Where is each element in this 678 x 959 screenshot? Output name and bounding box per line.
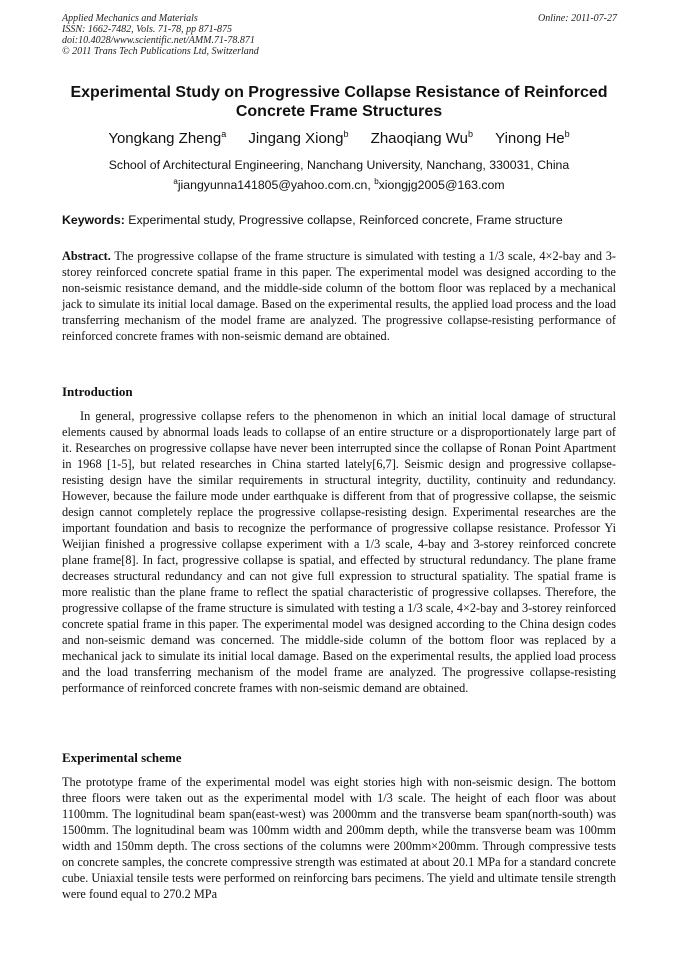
author <box>108 130 226 147</box>
author-affil-mark: a <box>221 129 227 139</box>
author-list <box>40 130 638 148</box>
author-affil-mark: b <box>564 129 570 139</box>
author <box>248 130 348 147</box>
section-heading-introduction: Introduction <box>62 384 133 399</box>
journal-issn: ISSN: 1662-7482, Vols. 71-78, pp 871-875 <box>62 24 232 35</box>
journal-doi: doi:10.4028/www.scientific.net/AMM.71-78.871 <box>62 35 255 46</box>
journal-header <box>62 13 617 57</box>
abstract-label: Abstract. <box>62 249 111 263</box>
author-affil-mark: b <box>467 129 473 139</box>
keywords-text: Experimental study, Progressive collapse, Reinforced concrete, Frame structure <box>124 213 563 227</box>
author-name: Jingang Xiong <box>248 130 344 147</box>
keywords-label: Keywords: <box>62 213 125 227</box>
email-b: xiongjg2005@163.com <box>378 178 505 192</box>
author-emails <box>40 178 638 192</box>
scheme-body: The prototype frame of the experimental model was eight stories high with non-seismic design. The bottom three floors were taken out as the experimental model with 1/3 scale. The height of each floor was about 1100mm. The lognitudinal beam span(east-west) was 2000mm and the transverse beam span(north-south) was 1500mm. The lognitudinal beam was 100mm width and 200mm depth, while the transverse beam was 100mm width and 150mm depth. The cross sections of the columns were 200mm×200mm. Through compressive tests on concrete samples, the concrete compressive strength was estimated at about 20.1 MPa for a standard concrete cube. Uniaxial tensile tests were performed on reinforcing bars pecimens. The yield and ultimate tensile strength were found equal to 270.2 MPa <box>62 775 616 901</box>
author-affil-mark: b <box>343 129 349 139</box>
author-name: Zhaoqiang Wu <box>370 130 468 147</box>
author <box>371 130 473 147</box>
email-mark-a: a <box>173 176 178 186</box>
abstract <box>62 248 616 344</box>
author-name: Yinong He <box>495 130 565 147</box>
affiliation: School of Architectural Engineering, Nanchang University, Nanchang, 330031, China <box>108 158 570 172</box>
keywords <box>62 213 618 228</box>
author-name: Yongkang Zheng <box>108 130 222 147</box>
section-heading-scheme: Experimental scheme <box>62 750 182 765</box>
email-a: jiangyunna141805@yahoo.com.cn, <box>177 178 375 192</box>
abstract-text: The progressive collapse of the frame structure is simulated with testing a 1/3 scale, 4×2-bay and 3-storey reinforced concrete spatial frame in this paper. The experimental model was designed according to the non-seismic resistance demand, and the middle-side column of the bottom floor was replaced by a mechanical jack to simulate its initial local damage. Based on the experimental results, the applied load process and the load transferring mechanism of the model frame are analyzed. The progressive collapse-resisting performance of reinforced concrete frames with non-seismic demand are obtained. <box>62 249 616 343</box>
author <box>495 130 570 147</box>
journal-name: Applied Mechanics and Materials <box>62 13 198 24</box>
introduction-body: In general, progressive collapse refers to the phenomenon in which an initial local damage of structural elements caused by abnormal loads leads to collapse of an entire structure or a disproportionately large part of it. Researches on progressive collapse have never been interrupted since the collapse of Ronan Point Apartment in 1968 [1-5], but related researches in China started lately[6,7]. Seismic design and progressive collapse-resisting design have the similar requirements in structural integrity, ductility, continuity and redundancy. However, because the failure mode under earthquake is different from that of progressive collapse, the seismic design cannot completely replace the progressive collapse-resisting design. Experimental researches are the important foundation and basis to recognize the performance of progressive collapse resistance. Professor Yi Weijian finished a progressive collapse experiment with a 1/3 scale, 4-bay and 3-storey reinforced concrete plane frame[8]. In fact, progressive collapse is spatial, and effected by structural redundancy. The plane frame decreases structural redundancy and can not give full expression to structural spatiality. The spatial frame is more realistic than the plane frame to reflect the spatial characteristic of progressive collapses. Therefore, the progressive collapse of the frame structure is simulated with testing a 1/3 scale, 4×2-bay and 3-storey reinforced concrete spatial frame in this paper. The experimental model was designed according to the China design codes and non-seismic demand was concerned. The middle-side column of the bottom floor was replaced by a mechanical jack to simulate its initial local damage. Based on the experimental results, the applied load process and the load transferring mechanism of the model frame are analyzed. The progressive collapse-resisting performance of reinforced concrete frames with non-seismic demand are obtained. <box>62 409 616 695</box>
paper-title: Experimental Study on Progressive Collapse Resistance of Reinforced Concrete Frame Structures <box>70 84 608 120</box>
journal-copyright: © 2011 Trans Tech Publications Ltd, Switzerland <box>62 46 259 57</box>
email-mark-b: b <box>374 176 379 186</box>
online-date: Online: 2011-07-27 <box>538 13 617 24</box>
